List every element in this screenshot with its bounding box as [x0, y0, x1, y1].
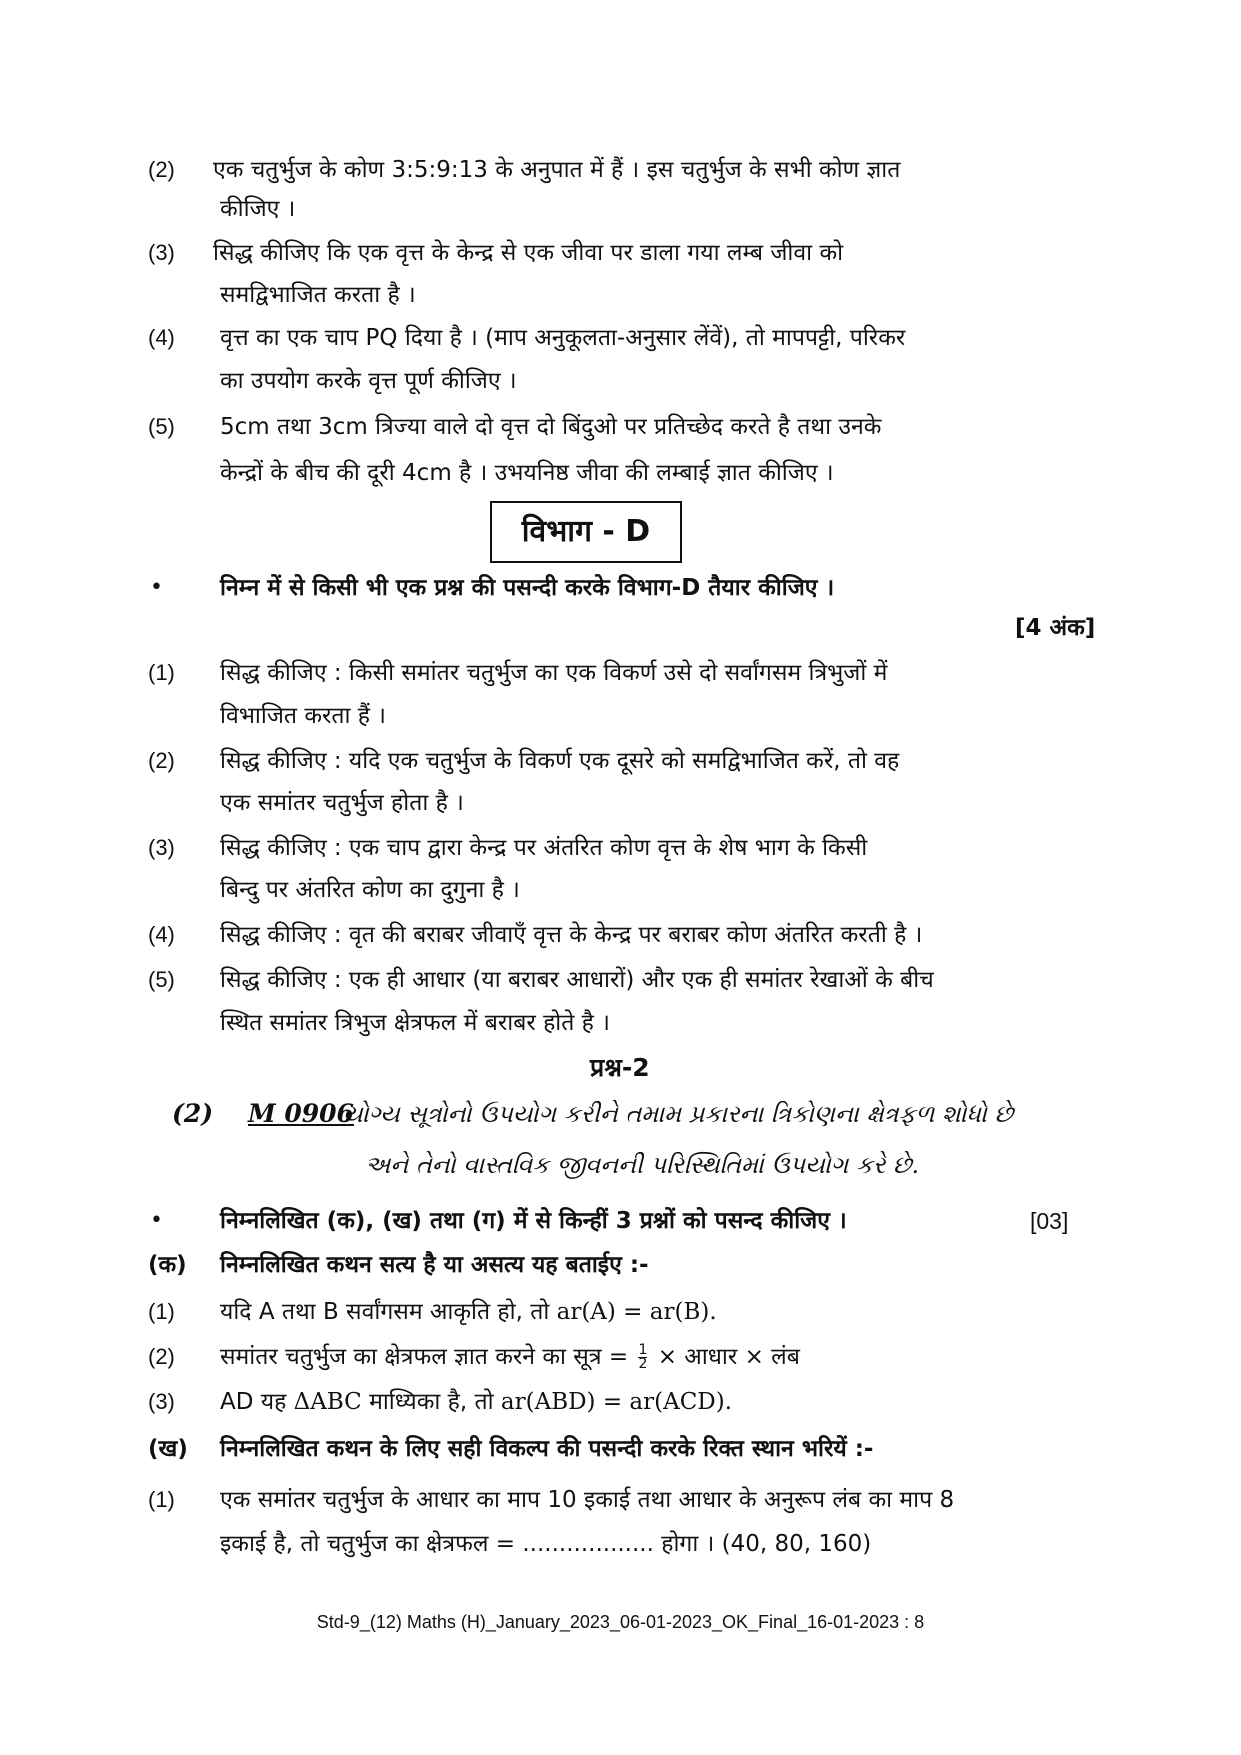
- question-text: सिद्ध कीजिए : एक चाप द्वारा केन्द्र पर अंतरित कोण वृत्त के शेष भाग के किसी: [220, 835, 868, 861]
- question-text: सिद्ध कीजिए : एक ही आधार (या बराबर आधारों) और एक ही समांतर रेखाओं के बीच: [220, 967, 934, 993]
- question-text: [220, 1387, 732, 1417]
- question-number: (1): [148, 1487, 175, 1512]
- fraction-numerator: 1: [638, 1342, 648, 1358]
- question-text: [220, 1342, 800, 1372]
- fraction-denominator: 2: [638, 1356, 648, 1372]
- bullet-icon: •: [150, 575, 163, 600]
- question-text: 5cm तथा 3cm त्रिज्या वाले दो वृत्त दो बिंदुओ पर प्रतिच्छेद करते है तथा उनके: [220, 414, 882, 440]
- question-number: (3): [148, 240, 175, 265]
- question-number: (2): [148, 748, 175, 773]
- question-text: [220, 1297, 717, 1327]
- question-text: कीजिए ।: [220, 196, 296, 222]
- section-d-instruction: निम्न में से किसी भी एक प्रश्न की पसन्दी करके विभाग-D तैयार कीजिए ।: [220, 575, 835, 601]
- question-text-part: यदि A तथा B सर्वांगसम आकृति हो, तो: [220, 1299, 550, 1325]
- question-text: का उपयोग करके वृत्त पूर्ण कीजिए ।: [220, 368, 517, 394]
- question-number: (3): [148, 1389, 175, 1414]
- objective-code: M 0906: [248, 1099, 354, 1128]
- section-d-heading: विभाग - D: [490, 501, 682, 563]
- question-text-part: × आधार × लंब: [657, 1344, 800, 1370]
- question-text-part: माध्यिका है, तो: [369, 1389, 494, 1415]
- question-number: (5): [148, 414, 175, 439]
- question-number: (2): [148, 1344, 175, 1369]
- bullet-icon: •: [150, 1208, 163, 1233]
- question-text: स्थित समांतर त्रिभुज क्षेत्रफल में बराबर होते है ।: [220, 1010, 610, 1036]
- question-text-part: समांतर चतुर्भुज का क्षेत्रफल ज्ञात करने का सूत्र =: [220, 1344, 629, 1370]
- question-text: वृत्त का एक चाप PQ दिया है । (माप अनुकूलता-अनुसार लेंवें), तो मापपट्टी, परिकर: [220, 325, 906, 351]
- question2-heading: प्रश्न-2: [590, 1053, 650, 1082]
- question-text: एक समांतर चतुर्भुज के आधार का माप 10 इकाई तथा आधार के अनुरूप लंब का माप 8: [220, 1487, 955, 1513]
- question2-instruction: निम्नलिखित (क), (ख) तथा (ग) में से किन्हीं 3 प्रश्नों को पसन्द कीजिए ।: [220, 1208, 847, 1234]
- question-text: बिन्दु पर अंतरित कोण का दुगुना है ।: [220, 877, 520, 903]
- objective-number: (2): [172, 1099, 214, 1128]
- question-text: सिद्ध कीजिए : यदि एक चतुर्भुज के विकर्ण एक दूसरे को समद्विभाजित करें, तो वह: [220, 748, 900, 774]
- question-number: (4): [148, 325, 175, 350]
- question-number: (2): [148, 157, 175, 182]
- question-text: इकाई है, तो चतुर्भुज का क्षेत्रफल = .................. होगा । (40, 80, 160): [220, 1531, 872, 1557]
- question-number: (3): [148, 835, 175, 860]
- question-text-part: AD यह: [220, 1389, 287, 1415]
- question-number: (1): [148, 1299, 175, 1324]
- fraction: [638, 1344, 647, 1371]
- question-text: सिद्ध कीजिए : किसी समांतर चतुर्भुज का एक विकर्ण उसे दो सर्वांगसम त्रिभुजों में: [220, 660, 888, 686]
- question-text: एक चतुर्भुज के कोण 3:5:9:13 के अनुपात में हैं । इस चतुर्भुज के सभी कोण ज्ञात: [213, 157, 901, 183]
- part-title: निम्नलिखित कथन के लिए सही विकल्प की पसन्दी करके रिक्त स्थान भरियें :-: [220, 1436, 874, 1462]
- math-expression: ar(A) = ar(B).: [556, 1299, 717, 1325]
- question-text: केन्द्रों के बीच की दूरी 4cm है । उभयनिष्ठ जीवा की लम्बाई ज्ञात कीजिए ।: [220, 460, 834, 486]
- question2-marks: [03]: [1030, 1208, 1069, 1234]
- part-label: (ख): [148, 1436, 188, 1462]
- part-title: निम्नलिखित कथन सत्य है या असत्य यह बताईए :-: [220, 1252, 649, 1278]
- page-footer: Std-9_(12) Maths (H)_January_2023_06-01-2023_OK_Final_16-01-2023 : 8: [316, 1612, 925, 1632]
- math-expression: ΔABC: [293, 1389, 362, 1415]
- question-text: समद्विभाजित करता है ।: [220, 282, 416, 308]
- math-expression: ar(ABD) = ar(ACD).: [500, 1389, 733, 1415]
- objective-text: યોગ્ય સૂત્રોનો ઉપયોગ કરીને તમામ પ્રકારના ત્રિકોણના ક્ષેત્રફળ શોધો છે: [343, 1100, 1014, 1128]
- question-text: सिद्ध कीजिए : वृत की बराबर जीवाएँ वृत्त के केन्द्र पर बराबर कोण अंतरित करती है ।: [220, 922, 923, 948]
- question-number: (1): [148, 660, 175, 685]
- question-number: (4): [148, 922, 175, 947]
- question-number: (5): [148, 967, 175, 992]
- section-d-marks: [4 अंक]: [1015, 615, 1096, 641]
- objective-text: અને તેનો વાસ્તવિક જીવનની પરિસ્થિતિમાં ઉપયોગ કરે છે.: [365, 1151, 920, 1179]
- question-text: एक समांतर चतुर्भुज होता है ।: [220, 790, 464, 816]
- question-text: विभाजित करता हैं ।: [220, 703, 387, 729]
- question-text: सिद्ध कीजिए कि एक वृत्त के केन्द्र से एक जीवा पर डाला गया लम्ब जीवा को: [213, 240, 844, 266]
- part-label: (क): [148, 1252, 187, 1278]
